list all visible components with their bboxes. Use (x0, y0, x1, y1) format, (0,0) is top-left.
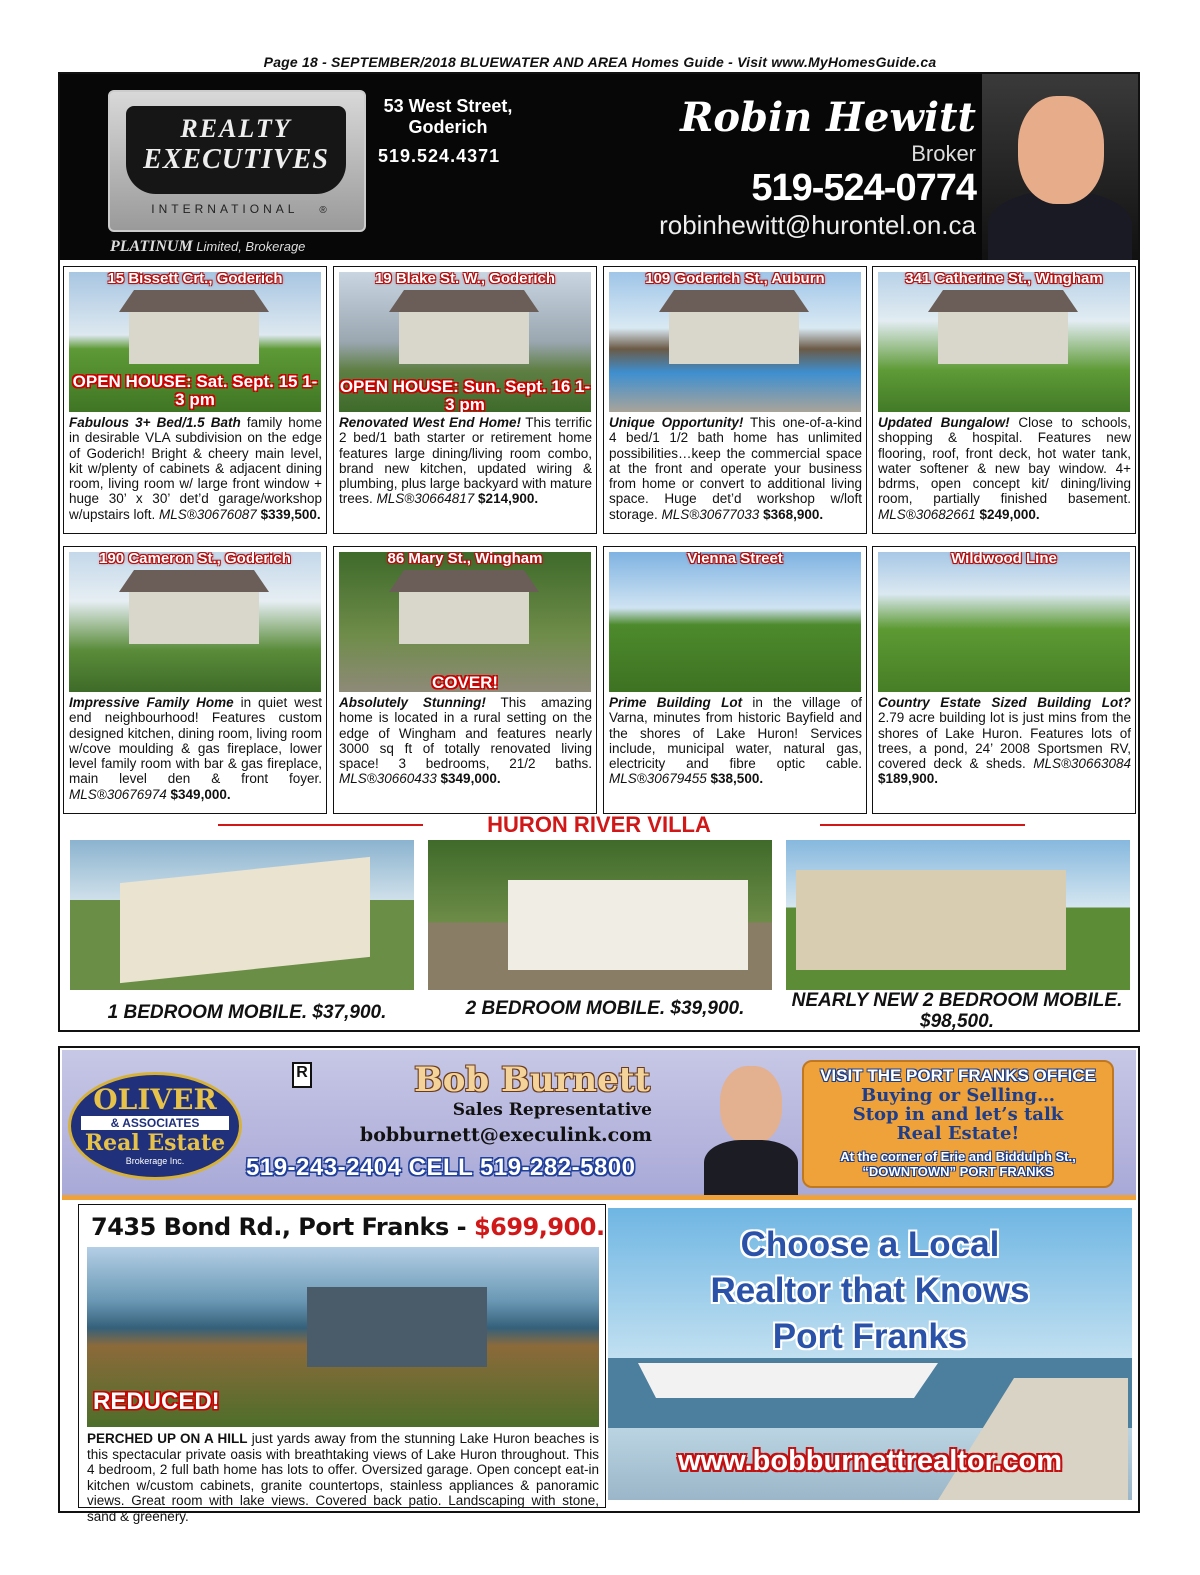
listing-price: $368,900. (763, 506, 824, 522)
roof-shape (928, 290, 1078, 312)
listing-photo (609, 552, 861, 692)
listing-mls: MLS®30676974 (69, 786, 171, 802)
listing-price: $189,900. (878, 771, 939, 787)
agent-phone: 519-524-0774 (751, 167, 976, 209)
page-header: Page 18 - SEPTEMBER/2018 BLUEWATER AND AREA Homes Guide - Visit www.MyHomesGuide.ca (263, 54, 937, 70)
logo-line1: REALTY (180, 114, 292, 143)
listing-lead: Updated Bungalow! (878, 415, 1010, 430)
visit-line1: Buying or Selling… (861, 1085, 1055, 1106)
listing-photo (69, 552, 321, 692)
roof-shape (119, 570, 269, 592)
visit-line2: Stop in and let’s talk (852, 1104, 1064, 1125)
listing-body: in the village of Varna, minutes from historic Bayfield and the shores of Lake Huron! Services include, municipal water, natural gas, electricity and fibre optic cable. (609, 695, 862, 772)
visit-line3: Real Estate! (896, 1123, 1020, 1144)
villa-photo-2 (428, 840, 772, 990)
listing-mls: MLS®30676087 (159, 506, 261, 522)
listing-card (872, 546, 1136, 814)
listing-card (872, 266, 1136, 534)
corner-line2: “DOWNTOWN” PORT FRANKS (862, 1164, 1054, 1179)
listing-photo (339, 552, 591, 692)
listing-photo (609, 272, 861, 412)
promo-box (608, 1208, 1132, 1500)
listing-address: Vienna Street (687, 552, 783, 567)
listing-card (333, 266, 597, 534)
listing-mls: MLS®30664817 (376, 491, 479, 507)
listing-description (339, 415, 592, 507)
house-shape (129, 584, 259, 644)
realty-executives-ad (58, 72, 1140, 1032)
office-address (378, 96, 518, 138)
listing-address: Wildwood Line (951, 552, 1057, 567)
listing-lead: Impressive Family Home (69, 695, 234, 710)
listing-price: $339,500. (260, 506, 321, 522)
bob-suit (704, 1140, 798, 1196)
feature-photo (87, 1247, 599, 1427)
agent-name: Robin Hewitt (680, 94, 976, 141)
listing-body: This terrific 2 bed/1 bath starter or retirement home features large dining/living room combo, brand new kitchen, updated wiring & plumbing, plus large backyard with mature trees. (339, 415, 592, 507)
promo-line2: Realtor that Knows (710, 1271, 1030, 1310)
listing-address: 341 Catherine St., Wingham (905, 272, 1103, 287)
bob-email: bobburnett@execulink.com (359, 1124, 652, 1146)
listing-photo (878, 552, 1130, 692)
listing-mls: MLS®30679455 (609, 771, 711, 787)
oliver-associates-ad (58, 1046, 1140, 1524)
listing-address: 19 Blake St. W., Goderich (374, 272, 556, 287)
roof-shape (389, 290, 539, 312)
logo-intl (110, 202, 368, 216)
listing-address: 190 Cameron St., Goderich (99, 552, 291, 567)
oliver-logo-line2: & ASSOCIATES (81, 1116, 229, 1130)
bob-head (720, 1066, 782, 1144)
listing-lead: Absolutely Stunning! (339, 695, 486, 710)
port-franks-office-box (802, 1060, 1114, 1188)
listing-description (609, 415, 862, 522)
listing-mls: MLS®30682661 (878, 506, 980, 522)
oliver-logo-line3: Real Estate (84, 1130, 226, 1156)
reduced-tag: REDUCED! (93, 1388, 220, 1415)
logo-reg: ® (319, 205, 327, 216)
listing-lead: Fabulous 3+ Bed/1.5 Bath (69, 415, 241, 430)
listing-description (609, 695, 862, 787)
roof-shape (119, 290, 269, 312)
listing-mls: MLS®30660433 (339, 771, 441, 787)
mobile-home-2 (508, 880, 748, 970)
address-line2: Goderich (408, 117, 488, 137)
listing-card (63, 266, 327, 534)
house-shape (307, 1287, 487, 1367)
listing-body: This amazing home is located in a rural setting on the edge of Wingham and features nearly 3000 sq ft of totally renovated living space! 3 bedrooms, 21/2 baths. (339, 695, 592, 772)
oliver-logo (68, 1072, 242, 1180)
agent-info (620, 94, 976, 241)
listing-tag: OPEN HOUSE: Sun. Sept. 16 1-3 pm (339, 377, 591, 412)
feature-title (91, 1213, 605, 1241)
huron-river-villa-section (60, 804, 1138, 1030)
logo-shield (126, 106, 346, 194)
realty-executives-logo (108, 90, 366, 232)
agent-email: robinhewitt@hurontel.on.ca (659, 210, 976, 240)
listing-body: Close to schools, shopping & hospital. Features new flooring, roof, front deck, hot water tank, water softener & new bay window. 4+ bdrms, open concept kit/ dining/living room, partially finished basement. (878, 415, 1131, 507)
listing-address: 15 Bissett Crt., Goderich (107, 272, 283, 287)
office-phone: 519.524.4371 (378, 146, 501, 166)
listing-price: $349,000. (170, 786, 231, 802)
brokerage-line (110, 238, 305, 256)
mobile-home-1 (120, 857, 370, 983)
oliver-logo-line4: Brokerage Inc. (125, 1156, 185, 1166)
listing-price: $249,000. (979, 506, 1040, 522)
listing-photo (878, 272, 1130, 412)
listing-body: family home in desirable VLA subdivision on the edge of Goderich! Bright & cheery main level, kit w/plenty of cabinets & adjacent dining room, living room w/ large front window + huge 30’ x 30’ det’d garage/workshop w/upstairs loft. (69, 415, 322, 522)
listing-body: 2.79 acre building lot is just mins from the shores of Lake Huron. Features lots of trees, a pond, 24’ 2008 Sportsmen RV, covered deck & sheds. (878, 710, 1131, 772)
realtor-r-icon: R (292, 1062, 312, 1088)
agent-banner (60, 74, 1138, 260)
feature-body: just yards away from the stunning Lake Huron beaches is this spectacular private oasis with breathtaking views of Lake Huron throughout. This 4 bedroom, 2 full bath home has lots to offer. Oversized garage. Open concept eat-in kitchen w/custom cabinets, granite countertops, stainless appliances & panoramic views. Great room with lake views. Covered back patio. Landscaping with stone, sand & greenery. (87, 1431, 600, 1524)
listing-photo (69, 272, 321, 412)
listing-description (69, 695, 322, 802)
oliver-banner (62, 1050, 1136, 1195)
promo-line1: Choose a Local (740, 1225, 1000, 1264)
villa-caption-2: 2 BEDROOM MOBILE. $39,900. (465, 998, 745, 1019)
feature-lead: PERCHED UP ON A HILL (87, 1431, 248, 1446)
feature-description (87, 1431, 599, 1524)
villa-photo-3 (786, 840, 1130, 990)
promo-line3: Port Franks (772, 1317, 968, 1356)
listing-body: This one-of-a-kind 4 bed/1 1/2 bath home has unlimited possibilities…keep the commercial space at the front and operate your business from home or convert to additional living space. Huge det’d workshop w/loft storage. (609, 415, 862, 522)
agent-photo (982, 74, 1138, 260)
oliver-logo-line1: OLIVER (93, 1083, 217, 1116)
listing-lead: Country Estate Sized Building Lot? (878, 695, 1131, 710)
listing-body: in quiet west end neighbourhood! Features custom designed kitchen, dining room, living room w/cove moulding & gas fireplace, lower level family room with bar & gas fireplace, main level den & front foyer. (69, 695, 322, 787)
address-line1: 53 West Street, (383, 96, 513, 116)
listing-description (878, 415, 1131, 522)
listing-card (63, 546, 327, 814)
listing-price: $349,000. (440, 771, 501, 787)
roof-shape (389, 570, 539, 592)
listing-tag: COVER! (431, 673, 499, 692)
bob-photo (704, 1060, 798, 1196)
roof-shape (659, 290, 809, 312)
house-shape (669, 304, 799, 364)
banner-rule (62, 1195, 1136, 1200)
listing-mls: MLS®30677033 (661, 506, 764, 522)
listing-card (333, 546, 597, 814)
villa-title: HURON RIVER VILLA (487, 812, 711, 837)
promo-text (608, 1222, 1132, 1360)
limited-text: Limited, Brokerage (196, 239, 306, 254)
listing-tag: OPEN HOUSE: Sat. Sept. 15 1-3 pm (72, 372, 318, 409)
house-shape (938, 304, 1068, 364)
listing-lead: Prime Building Lot (609, 695, 743, 710)
logo-line2: EXECUTIVES (143, 144, 329, 175)
agent-role: Broker (911, 141, 976, 166)
listing-address: 86 Mary St., Wingham (387, 552, 543, 567)
villa-photo-1 (70, 840, 414, 990)
feature-listing (78, 1204, 606, 1524)
listing-price: $38,500. (710, 771, 764, 787)
sales-rep-role: Sales Representative (452, 1100, 652, 1120)
house-shape (129, 304, 259, 364)
listing-price: $214,900. (478, 491, 539, 507)
listing-card (603, 546, 867, 814)
listing-description (69, 415, 322, 522)
listing-card (603, 266, 867, 534)
logo-intl-text: INTERNATIONAL (151, 202, 298, 216)
villa-caption-1: 1 BEDROOM MOBILE. $37,900. (107, 1002, 387, 1023)
mobile-home-3 (796, 870, 1066, 970)
listing-address: 109 Goderich St., Auburn (645, 272, 825, 287)
house-shape (399, 304, 529, 364)
corner-line1: At the corner of Erie and Biddulph St., (840, 1149, 1076, 1164)
listing-lead: Unique Opportunity! (609, 415, 744, 430)
listing-lead: Renovated West End Home! (339, 415, 521, 430)
listing-mls: MLS®30663084 (1033, 756, 1131, 772)
feature-address: 7435 Bond Rd., Port Franks - (91, 1213, 474, 1241)
villa-rule-right (820, 824, 1025, 826)
platinum-text: PLATINUM (110, 238, 193, 255)
website-link[interactable]: www.bobburnettrealtor.com (677, 1445, 1062, 1477)
house-shape (399, 584, 529, 644)
listing-description (878, 695, 1131, 787)
villa-caption-3: NEARLY NEW 2 BEDROOM MOBILE. $98,500. (791, 990, 1123, 1032)
visit-title: VISIT THE PORT FRANKS OFFICE (820, 1066, 1096, 1085)
bob-burnett-name: Bob Burnett (414, 1060, 651, 1100)
agent-head (1018, 96, 1104, 204)
bob-phones: 519-243-2404 CELL 519-282-5800 (246, 1154, 636, 1181)
listing-photo (339, 272, 591, 412)
feature-price: $699,900. (473, 1213, 605, 1241)
listing-description (339, 695, 592, 787)
